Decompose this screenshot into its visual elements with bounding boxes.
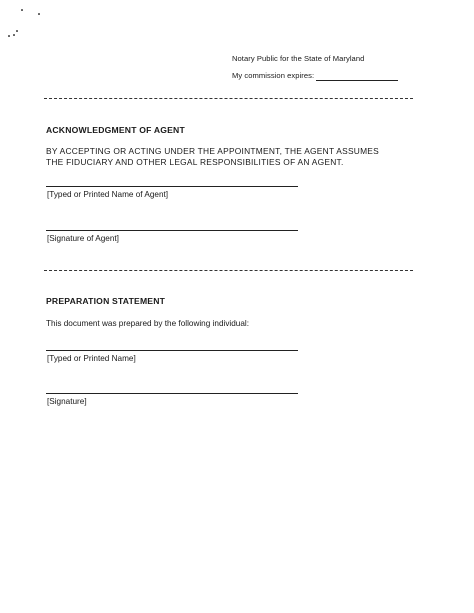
statement-line: BY ACCEPTING OR ACTING UNDER THE APPOINTMENT, THE AGENT ASSUMES (46, 146, 379, 156)
agent-signature-label: [Signature of Agent] (47, 234, 119, 243)
acknowledgment-heading: ACKNOWLEDGMENT OF AGENT (46, 125, 185, 135)
preparation-intro: This document was prepared by the following individual: (46, 319, 249, 328)
agent-name-label: [Typed or Printed Name of Agent] (47, 190, 169, 199)
scan-speck (38, 13, 40, 15)
scan-speck (13, 34, 15, 36)
preparer-signature-blank[interactable] (46, 393, 298, 394)
agent-signature-blank[interactable] (46, 230, 298, 231)
section-divider (44, 98, 413, 99)
preparation-heading: PREPARATION STATEMENT (46, 296, 166, 306)
agent-name-blank[interactable] (46, 186, 298, 187)
preparer-name-label: [Typed or Printed Name] (47, 354, 136, 363)
scan-speck (8, 35, 10, 37)
preparer-signature-label: [Signature] (47, 397, 87, 406)
preparer-name-blank[interactable] (46, 350, 298, 351)
agent-responsibility-statement (46, 146, 426, 167)
notary-state-line: Notary Public for the State of Maryland (232, 54, 365, 63)
commission-expires-blank[interactable] (316, 80, 398, 81)
section-divider (44, 270, 413, 271)
commission-expires-label: My commission expires: (232, 71, 315, 80)
statement-line: THE FIDUCIARY AND OTHER LEGAL RESPONSIBILITIES OF AN AGENT. (46, 156, 344, 167)
scan-speck (16, 30, 18, 32)
scan-speck (21, 9, 23, 11)
